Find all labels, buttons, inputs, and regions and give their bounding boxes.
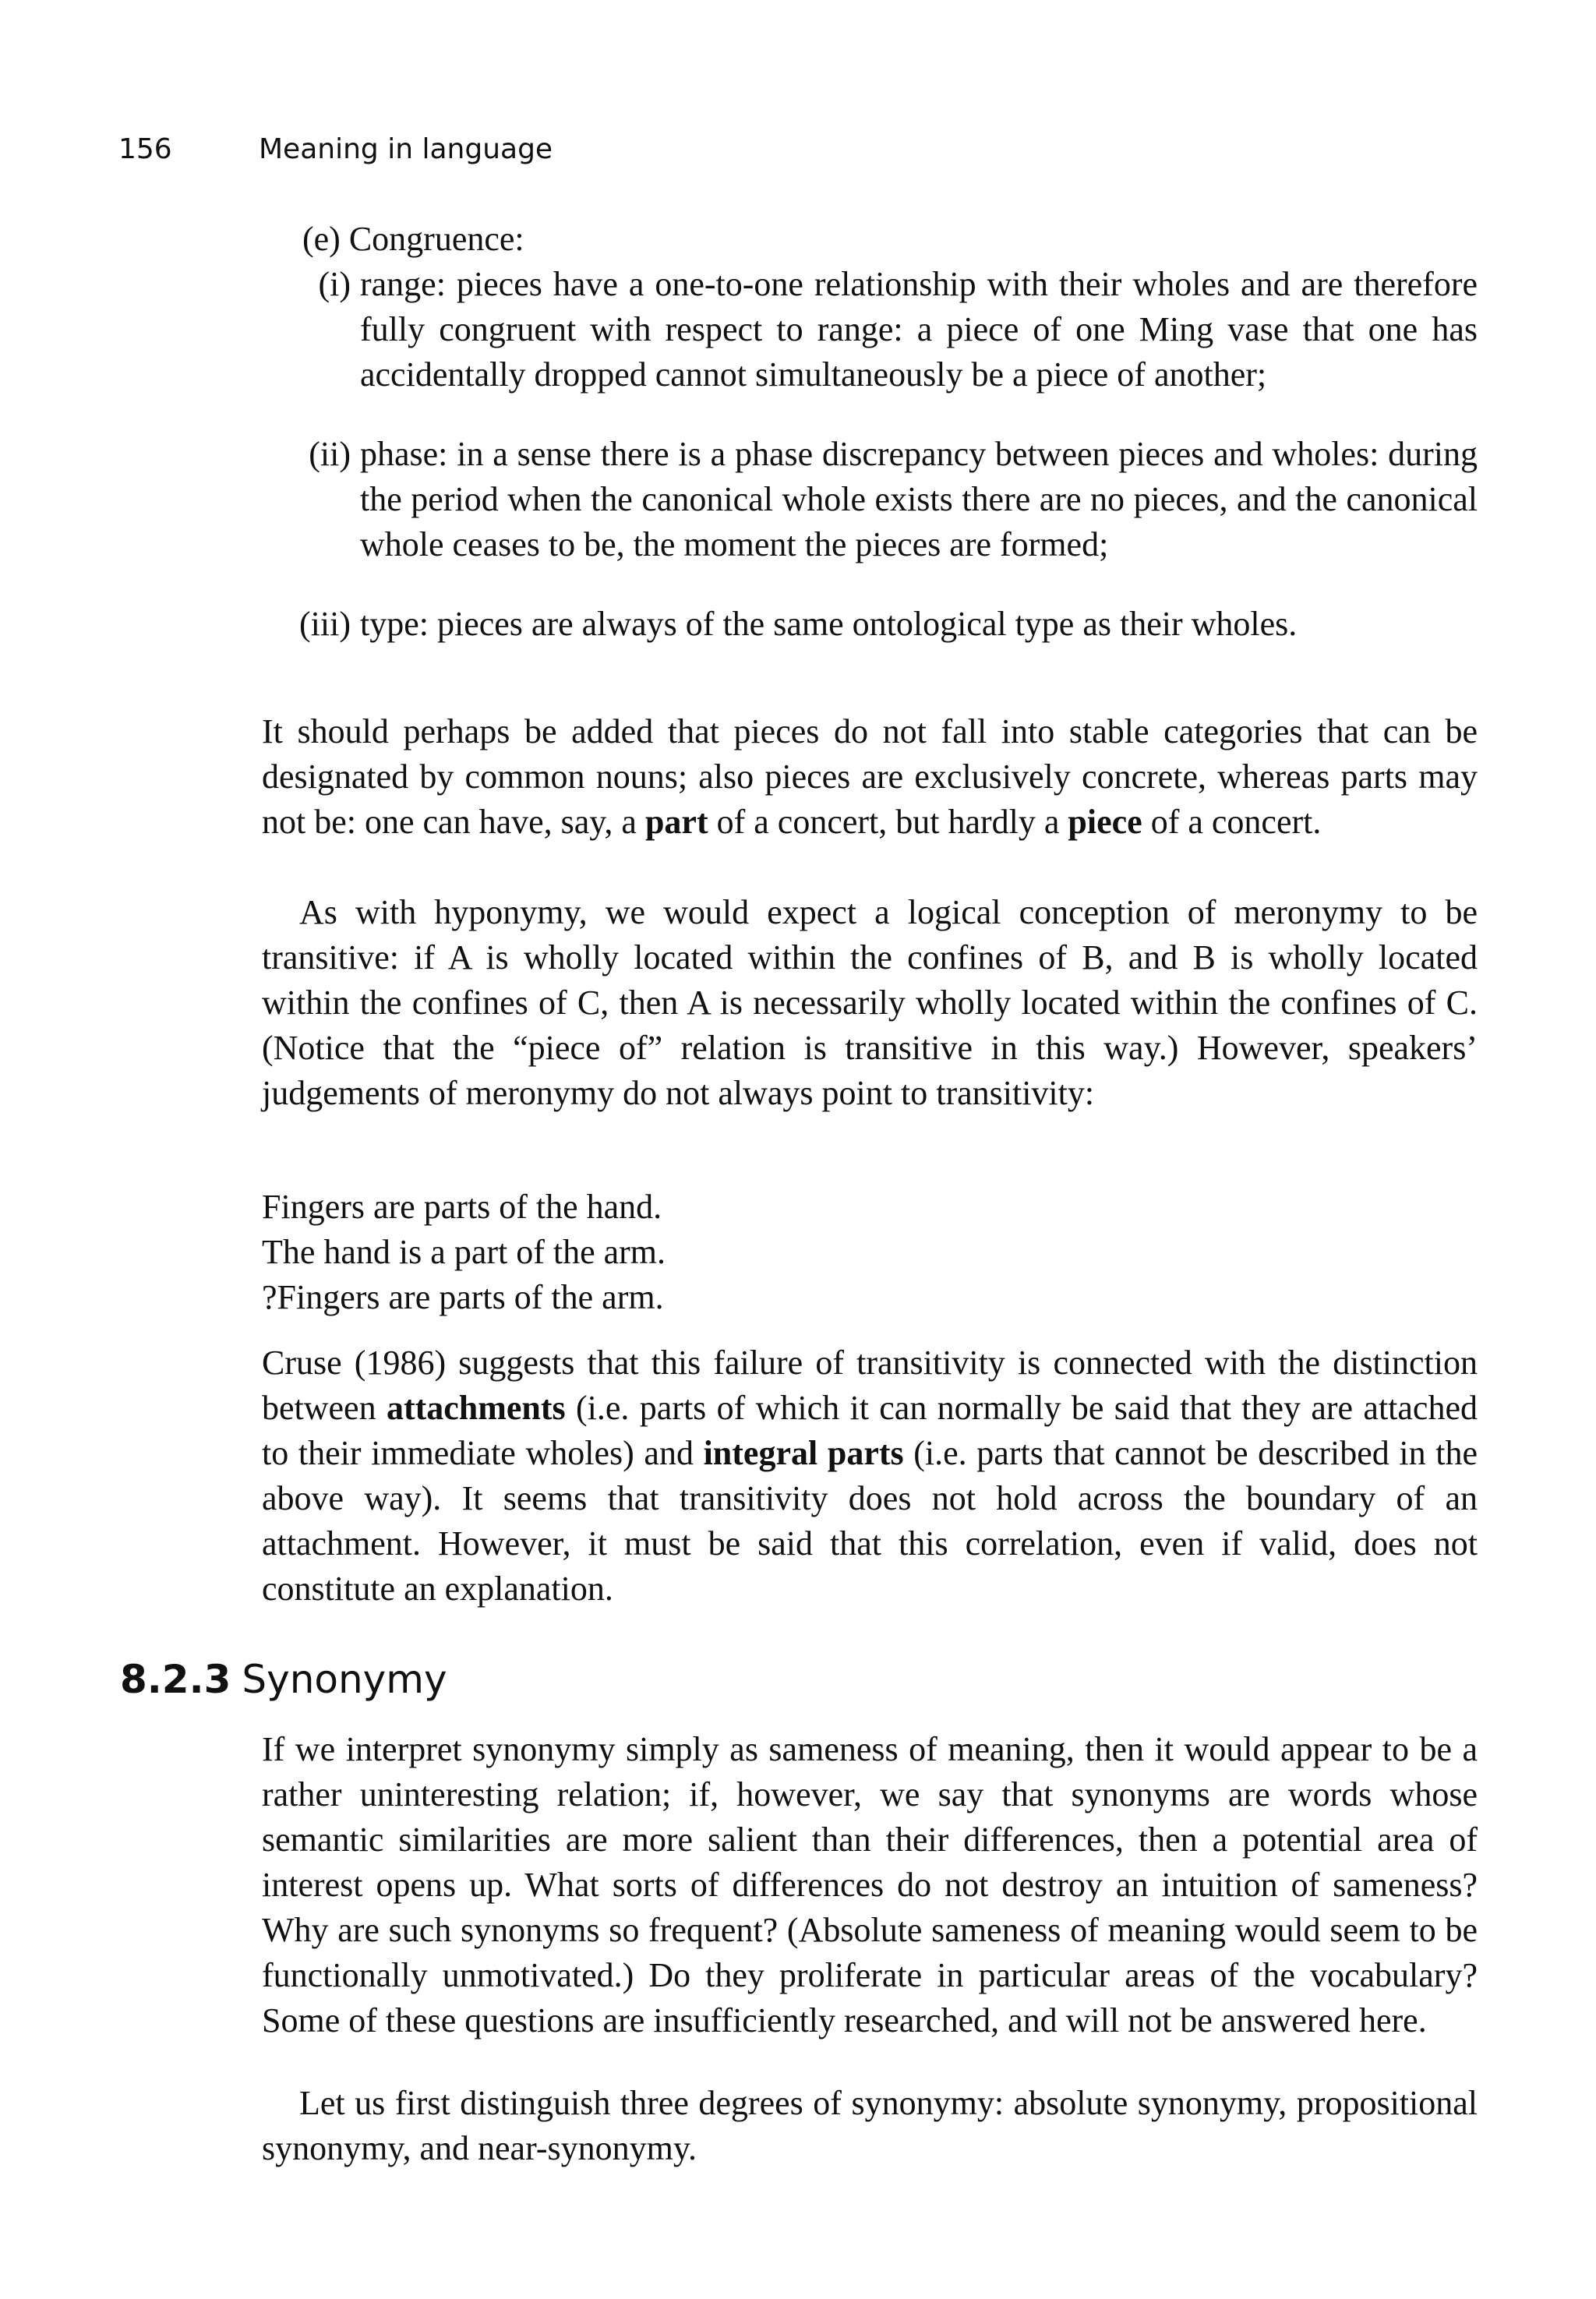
paragraph-text: (i.e. parts that cannot be described in the above way). It seems that transitivity does not hold across the boundary of an attachment. However, it must be said that this correlation, even if valid, does not constitute an explanation. <box>262 1434 1478 1608</box>
section-heading <box>120 1652 447 1707</box>
paragraph-synonymy-intro <box>262 1727 1478 2043</box>
section-number: 8.2.3 <box>120 1657 231 1702</box>
term-integral-parts: integral parts <box>703 1434 904 1472</box>
paragraph-degrees <box>262 2081 1478 2171</box>
list-marker: (ii) <box>309 435 351 473</box>
list-item-text: phase: in a sense there is a phase discrepancy between pieces and wholes: during the period when the canonical whole exists there are no pieces, and the canonical whole ceases to be, the moment the pieces are formed; <box>360 435 1478 563</box>
page-number: 156 <box>118 133 172 165</box>
congruence-item-range <box>318 262 1478 397</box>
paragraph-text: As with hyponymy, we would expect a logical conception of meronymy to be transitive: if A is wholly located within the confines of B, and B is wholly located within the confines of C, then A is necessarily wholly located within the confines of C. (Notice that the “piece of” relation is transitive in this way.) However, speakers’ judgements of meronymy do not always point to transitivity: <box>262 893 1478 1112</box>
paragraph-text: of a concert, but hardly a <box>708 803 1068 841</box>
paragraph-text: of a concert. <box>1142 803 1322 841</box>
paragraph-cruse <box>262 1340 1478 1612</box>
example-sentence: Fingers are parts of the hand. <box>262 1188 662 1226</box>
running-head <box>118 131 553 168</box>
paragraph-text: Cruse (1986) suggests that this failure of transitivity is connected with the distinction between <box>262 1344 1478 1427</box>
example-sentences <box>262 1185 1478 1320</box>
term-attachments: attachments <box>386 1389 566 1427</box>
example-sentence: The hand is a part of the arm. <box>262 1233 666 1271</box>
running-title: Meaning in language <box>259 133 553 165</box>
paragraph-text: If we interpret synonymy simply as sameness of meaning, then it would appear to be a rather uninteresting relation; if, however, we say that synonyms are words whose semantic similarities are more salient than their differences, then a potential area of interest opens up. What sorts of differences do not destroy an intuition of sameness? Why are such synonyms so frequent? (Absolute sameness of meaning would seem to be functionally unmotivated.) Do they proliferate in particular areas of the vocabulary? Some of these questions are insufficiently researched, and will not be answered here. <box>262 1730 1478 2039</box>
list-marker: (iii) <box>299 605 351 643</box>
congruence-item-phase <box>309 432 1478 567</box>
congruence-item-type <box>299 602 1478 647</box>
paragraph-pieces <box>262 709 1478 845</box>
term-part: part <box>644 803 708 841</box>
paragraph-text: (i.e. parts of which it can normally be said that they are attached to their immediate wholes) and <box>262 1389 1478 1472</box>
list-item-text: type: pieces are always of the same ontological type as their wholes. <box>360 605 1298 643</box>
term-piece: piece <box>1068 803 1142 841</box>
example-sentence: ?Fingers are parts of the arm. <box>262 1278 664 1316</box>
congruence-heading: (e) Congruence: <box>302 220 524 258</box>
list-marker: (i) <box>318 265 351 303</box>
section-title: Synonymy <box>242 1657 447 1702</box>
list-item-text: range: pieces have a one-to-one relationship with their wholes and are therefore fully congruent with respect to range: a piece of one Ming vase that one has accidentally dropped cannot simultaneously be a piece of another; <box>360 265 1478 394</box>
paragraph-text: It should perhaps be added that pieces do not fall into stable categories that can be designated by common nouns; also pieces are exclusively concrete, whereas parts may not be: one can have, say, a <box>262 712 1478 841</box>
paragraph-transitivity <box>262 890 1478 1116</box>
paragraph-text: Let us first distinguish three degrees of synonymy: absolute synonymy, propositional synonymy, and near-synonymy. <box>262 2084 1478 2167</box>
